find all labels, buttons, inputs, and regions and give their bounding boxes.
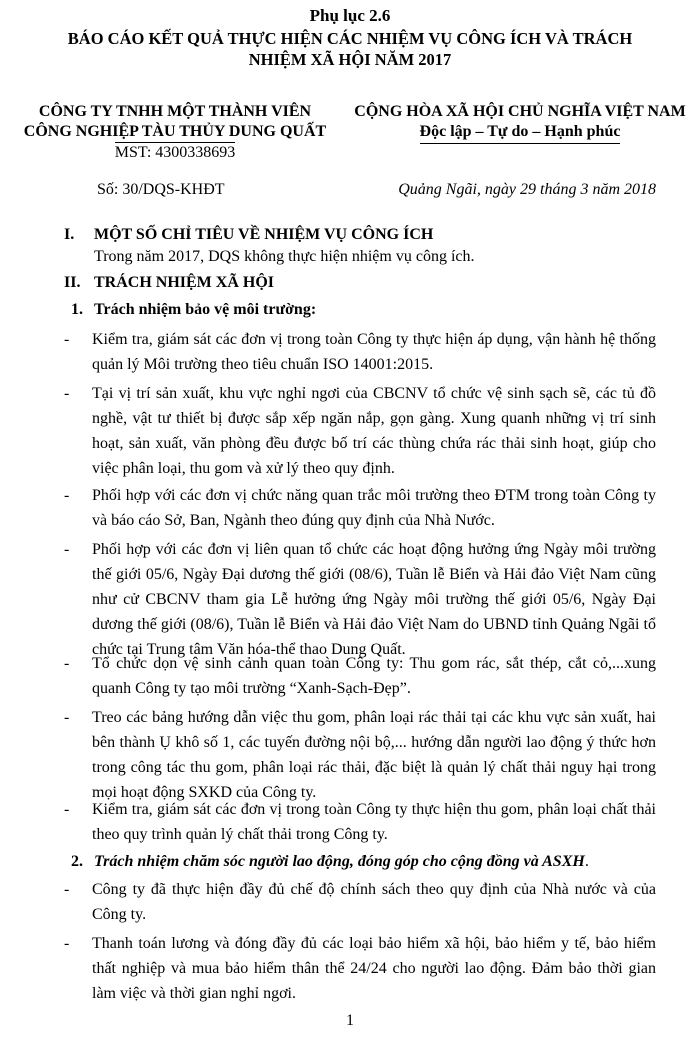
appendix-title: Phụ lục 2.6 — [309, 6, 391, 25]
date-line: Quảng Ngãi, ngày 29 tháng 3 năm 2018 — [398, 181, 656, 198]
page-number: 1 — [346, 1012, 354, 1029]
nation-motto: Độc lập – Tự do – Hạnh phúc — [420, 122, 621, 144]
subsection-2-title-period: . — [584, 853, 589, 870]
section-1-title: MỘT SỐ CHỈ TIÊU VỀ NHIỆM VỤ CÔNG ÍCH — [94, 226, 434, 243]
list-item-text: Kiểm tra, giám sát các đơn vị trong toàn Công ty thực hiện áp dụng, vận hành hệ thống quản lý Môi trường theo tiêu chuẩn ISO 14001:2015. — [92, 331, 656, 373]
subsection-2-title: Trách nhiệm chăm sóc người lao động, đóng góp cho cộng đồng và ASXH — [94, 853, 585, 870]
list-item: - Công ty đã thực hiện đầy đủ chế độ chính sách theo quy định của Nhà nước và của Công ty. — [64, 877, 656, 927]
subsection-1-number: 1. — [71, 301, 83, 318]
company-name-line1: CÔNG TY TNHH MỘT THÀNH VIÊN — [38, 103, 312, 120]
document-number: Số: 30/DQS-KHĐT — [97, 181, 225, 198]
list-item-text: Phối hợp với các đơn vị chức năng quan trắc môi trường theo ĐTM trong toàn Công ty và báo cáo Sở, Ban, Ngành theo đúng quy định của Nhà Nước. — [92, 487, 656, 529]
list-item: - Kiểm tra, giám sát các đơn vị trong toàn Công ty thực hiện thu gom, phân loại chất thải theo quy trình quản lý chất thải trong Công ty. — [64, 797, 656, 847]
nation-name: CỘNG HÒA XÃ HỘI CHỦ NGHĨA VIỆT NAM — [354, 103, 686, 120]
list-item-text: Phối hợp với các đơn vị liên quan tổ chức các hoạt động hưởng ứng Ngày môi trường thế giới 05/6, Ngày Đại dương thế giới (08/6), Tuần lễ Biển và Hải đảo Việt Nam cũng như cử CBCNV tham gia Lễ hưởng ứng Ngày môi trường thế giới 05/6, Ngày Đại dương thế giới (08/6), Tuần lễ Biển và Hải đảo Việt Nam do UBND tỉnh Quảng Ngãi tổ chức tại Trung tâm Văn hóa-thể thao Dung Quất. — [92, 541, 656, 658]
list-item: - Phối hợp với các đơn vị liên quan tổ chức các hoạt động hưởng ứng Ngày môi trường thế giới 05/6, Ngày Đại dương thế giới (08/6), Tuần lễ Biển và Hải đảo Việt Nam cũng như cử CBCNV tham gia Lễ hưởng ứng Ngày môi trường thế giới 05/6, Ngày Đại dương thế giới (08/6), Tuần lễ Biển và Hải đảo Việt Nam do UBND tỉnh Quảng Ngãi tổ chức tại Trung tâm Văn hóa-thể thao Dung Quất. — [64, 537, 656, 662]
list-item-text: Treo các bảng hướng dẫn việc thu gom, phân loại rác thải tại các khu vực sản xuất, hai bên thành Ụ khô số 1, các tuyến đường nội bộ,... hướng dẫn người lao động ý thức hơn trong công tác thu gom, phân loại rác thải, đặc biệt là quản lý chất thải nguy hại trong mọi hoạt động SXKD của Công ty. — [92, 709, 656, 801]
list-item-text: Kiểm tra, giám sát các đơn vị trong toàn Công ty thực hiện thu gom, phân loại chất thải theo quy trình quản lý chất thải trong Công ty. — [92, 801, 656, 843]
list-item: - Treo các bảng hướng dẫn việc thu gom, phân loại rác thải tại các khu vực sản xuất, hai bên thành Ụ khô số 1, các tuyến đường nội bộ,... hướng dẫn người lao động ý thức hơn trong công tác thu gom, phân loại rác thải, đặc biệt là quản lý chất thải nguy hại trong mọi hoạt động SXKD của Công ty. — [64, 705, 656, 805]
nation-block — [345, 102, 695, 144]
report-title-line2: NHIỆM XÃ HỘI NĂM 2017 — [248, 50, 452, 69]
list-item-text: Công ty đã thực hiện đầy đủ chế độ chính sách theo quy định của Nhà nước và của Công ty. — [92, 881, 656, 923]
header-columns — [0, 102, 700, 164]
subsection-1-title: Trách nhiệm bảo vệ môi trường: — [94, 301, 317, 318]
list-item: - Thanh toán lương và đóng đầy đủ các loại bảo hiểm xã hội, bảo hiểm y tế, bảo hiểm thất nghiệp và mua bảo hiểm thân thể 24/24 cho người lao động. Đảm bảo thời gian làm việc và thời gian nghỉ ngơi. — [64, 931, 656, 1006]
section-2-title: TRÁCH NHIỆM XÃ HỘI — [94, 274, 275, 291]
report-title-line1: BÁO CÁO KẾT QUẢ THỰC HIỆN CÁC NHIỆM VỤ CÔNG ÍCH VÀ TRÁCH — [67, 29, 633, 48]
section-2-number: II. — [64, 274, 81, 291]
section-1-number: I. — [64, 226, 75, 243]
section-1-text: Trong năm 2017, DQS không thực hiện nhiệm vụ công ích. — [94, 248, 475, 265]
subsection-2-number: 2. — [71, 853, 83, 870]
tax-code: MST: 4300338693 — [114, 144, 236, 161]
company-block — [10, 102, 340, 163]
list-item: - Phối hợp với các đơn vị chức năng quan trắc môi trường theo ĐTM trong toàn Công ty và báo cáo Sở, Ban, Ngành theo đúng quy định của Nhà Nước. — [64, 483, 656, 533]
list-item-text: Tại vị trí sản xuất, khu vực nghỉ ngơi của CBCNV tổ chức vệ sinh sạch sẽ, các tủ đồ nghề, vật tư thiết bị được sắp xếp ngăn nắp, gọn gàng. Xung quanh những vị trí sinh hoạt, sản xuất, văn phòng đều được bố trí các thùng chứa rác thải sinh hoạt, giúp cho việc phân loại, thu gom và xử lý theo quy định. — [92, 385, 656, 477]
list-item: - Tại vị trí sản xuất, khu vực nghỉ ngơi của CBCNV tổ chức vệ sinh sạch sẽ, các tủ đồ nghề, vật tư thiết bị được sắp xếp ngăn nắp, gọn gàng. Xung quanh những vị trí sinh hoạt, sản xuất, văn phòng đều được bố trí các thùng chứa rác thải sinh hoạt, giúp cho việc phân loại, thu gom và xử lý theo quy định. — [64, 381, 656, 481]
list-item-text: Tổ chức dọn vệ sinh cảnh quan toàn Công ty: Thu gom rác, sắt thép, cắt cỏ,...xung quanh Công ty tạo môi trường “Xanh-Sạch-Đẹp”. — [92, 655, 656, 697]
list-item: - Kiểm tra, giám sát các đơn vị trong toàn Công ty thực hiện áp dụng, vận hành hệ thống quản lý Môi trường theo tiêu chuẩn ISO 14001:2015. — [64, 327, 656, 377]
list-item: - Tổ chức dọn vệ sinh cảnh quan toàn Công ty: Thu gom rác, sắt thép, cắt cỏ,...xung quanh Công ty tạo môi trường “Xanh-Sạch-Đẹp”. — [64, 651, 656, 701]
list-item-text: Thanh toán lương và đóng đầy đủ các loại bảo hiểm xã hội, bảo hiểm y tế, bảo hiểm thất nghiệp và mua bảo hiểm thân thể 24/24 cho người lao động. Đảm bảo thời gian làm việc và thời gian nghỉ ngơi. — [92, 935, 656, 1002]
company-name-line2: CÔNG NGHIỆP TÀU THỦY DUNG QUẤT — [23, 123, 327, 140]
report-title — [0, 28, 700, 70]
